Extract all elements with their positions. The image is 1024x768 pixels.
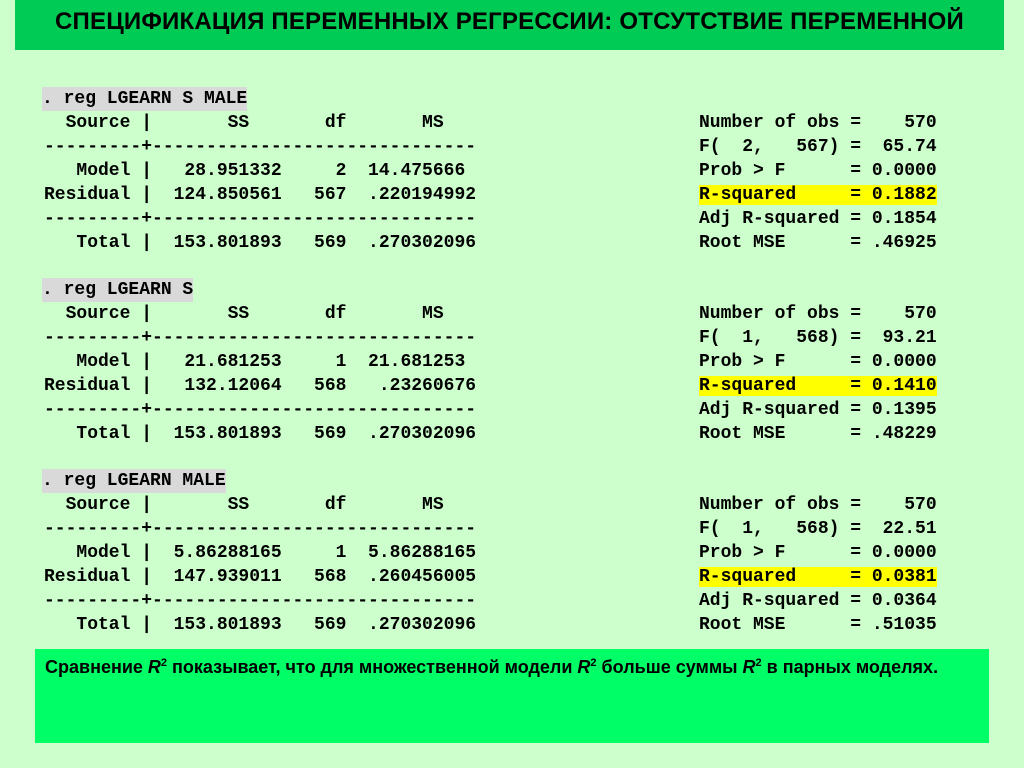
anova-total-row: Total | 153.801893 569 .270302096 <box>44 424 477 444</box>
stat-nobs: Number of obs = 570 <box>699 304 937 324</box>
stat-r-squared <box>699 565 937 589</box>
fit-statistics <box>699 111 937 255</box>
anova-model-row: Model | 28.951332 2 14.475666 <box>44 161 466 181</box>
anova-separator: ---------+------------------------------ <box>44 328 477 348</box>
r-symbol: R <box>147 657 161 677</box>
anova-separator: ---------+------------------------------ <box>44 591 477 611</box>
stat-r-squared <box>699 374 937 398</box>
superscript: 2 <box>160 657 168 669</box>
anova-residual-row: Residual | 147.939011 568 .260456005 <box>44 567 477 587</box>
stat-adj-r-squared: Adj R-squared = 0.1395 <box>699 400 937 420</box>
conclusion-text: показывает, что для множественной модели <box>167 657 578 677</box>
anova-table <box>44 302 476 446</box>
conclusion-box <box>35 649 989 743</box>
anova-model-row: Model | 5.86288165 1 5.86288165 <box>44 543 477 563</box>
r-squared-highlight: R-squared = 0.0381 <box>699 567 937 587</box>
stat-root-mse: Root MSE = .48229 <box>699 424 937 444</box>
command-line: . reg LGEARN S <box>42 280 194 300</box>
fit-statistics <box>699 302 937 446</box>
stat-f: F( 1, 568) = 22.51 <box>699 519 937 539</box>
slide-title: СПЕЦИФИКАЦИЯ ПЕРЕМЕННЫХ РЕГРЕССИИ: ОТСУТСТВИЕ ПЕРЕМЕННОЙ <box>15 0 1004 50</box>
stat-prob-f: Prob > F = 0.0000 <box>699 543 937 563</box>
anova-header: Source | SS df MS <box>44 304 444 324</box>
stat-nobs: Number of obs = 570 <box>699 113 937 133</box>
anova-separator: ---------+------------------------------ <box>44 400 477 420</box>
anova-residual-row: Residual | 132.12064 568 .23260676 <box>44 376 477 396</box>
conclusion-text: Сравнение <box>45 657 148 677</box>
stat-r-squared <box>699 183 937 207</box>
command-line: . reg LGEARN MALE <box>42 471 226 491</box>
stat-adj-r-squared: Adj R-squared = 0.1854 <box>699 209 937 229</box>
anova-total-row: Total | 153.801893 569 .270302096 <box>44 233 477 253</box>
stat-f: F( 1, 568) = 93.21 <box>699 328 937 348</box>
stat-nobs: Number of obs = 570 <box>699 495 937 515</box>
stat-adj-r-squared: Adj R-squared = 0.0364 <box>699 591 937 611</box>
anova-separator: ---------+------------------------------ <box>44 209 477 229</box>
anova-header: Source | SS df MS <box>44 113 444 133</box>
stat-prob-f: Prob > F = 0.0000 <box>699 161 937 181</box>
anova-total-row: Total | 153.801893 569 .270302096 <box>44 615 477 635</box>
r-squared-highlight: R-squared = 0.1882 <box>699 185 937 205</box>
superscript: 2 <box>590 657 597 669</box>
conclusion-text: в парных моделях. <box>761 657 939 677</box>
anova-separator: ---------+------------------------------ <box>44 519 477 539</box>
conclusion-text: больше суммы <box>596 657 743 677</box>
r-squared-highlight: R-squared = 0.1410 <box>699 376 937 396</box>
anova-residual-row: Residual | 124.850561 567 .220194992 <box>44 185 477 205</box>
superscript: 2 <box>755 657 762 669</box>
anova-table <box>44 111 476 255</box>
stat-prob-f: Prob > F = 0.0000 <box>699 352 937 372</box>
stat-f: F( 2, 567) = 65.74 <box>699 137 937 157</box>
fit-statistics <box>699 493 937 637</box>
anova-table <box>44 493 476 637</box>
anova-separator: ---------+------------------------------ <box>44 137 477 157</box>
command-line: . reg LGEARN S MALE <box>42 89 248 109</box>
anova-model-row: Model | 21.681253 1 21.681253 <box>44 352 466 372</box>
r-symbol: R <box>742 657 756 677</box>
anova-header: Source | SS df MS <box>44 495 444 515</box>
stat-root-mse: Root MSE = .51035 <box>699 615 937 635</box>
stat-root-mse: Root MSE = .46925 <box>699 233 937 253</box>
r-symbol: R <box>577 657 591 677</box>
